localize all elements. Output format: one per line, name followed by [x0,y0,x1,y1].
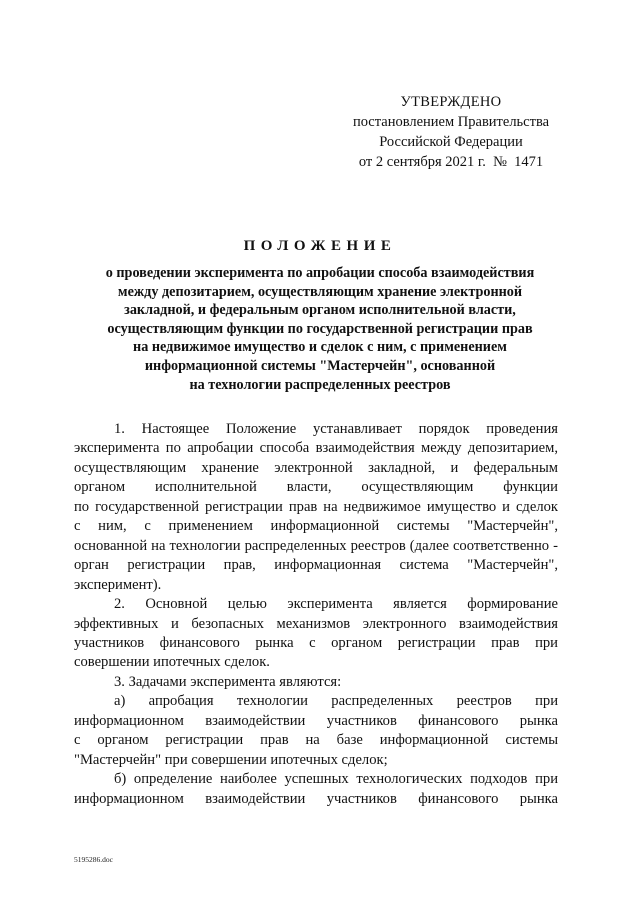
subtitle-line: информационной системы "Мастерчейн", основанной [144,357,496,374]
subtitle-line: между депозитарием, осуществляющим хранение электронной [117,283,523,300]
body-line: по государственной регистрации прав на недвижимое имущество и сделок [74,498,558,515]
approval-line-country: Российской Федерации [379,134,523,150]
body-line: органом исполнительной власти, осуществляющим функции [74,479,558,496]
approval-line-date-number: от 2 сентября 2021 г. № 1471 [358,154,544,170]
body-line: совершении ипотечных сделок. [74,654,270,671]
body-line: эффективных и безопасных механизмов электронного взаимодействия [74,615,558,632]
approval-line-resolution: постановлением Правительства [352,114,550,130]
body-line: 1. Настоящее Положение устанавливает порядок проведения [114,421,558,437]
body-line: орган регистрации прав, информационная система "Мастерчейн", [74,557,558,574]
document-subtitle [80,264,560,394]
subtitle-line: закладной, и федеральным органом исполнительной власти, [124,302,516,319]
body-line: 2. Основной целью эксперимента является формирование [114,596,558,613]
body-line: информационном взаимодействии участников финансового рынка [74,790,558,807]
body-line: а) апробация технологии распределенных реестров при [114,693,558,710]
subtitle-line: о проведении эксперимента по апробации способа взаимодействия [105,265,535,281]
document-title: ПОЛОЖЕНИЕ [243,238,397,254]
body-line: 3. Задачами эксперимента являются: [114,673,342,690]
body-line: информационном взаимодействии участников финансового рынка [74,712,558,729]
approval-heading: УТВЕРЖДЕНО [400,94,502,110]
body-line: б) определение наиболее успешных технологических подходов при [114,771,558,788]
body-line: "Мастерчейн" при совершении ипотечных сделок; [74,751,388,768]
body-line: эксперимент). [74,576,162,593]
body-line: с органом регистрации прав на базе информационной системы [74,732,558,749]
body-line: с ним, с применением информационной системы "Мастерчейн", [74,518,558,535]
document-body [74,420,558,809]
body-line: осуществляющим хранение электронной закладной, и федеральным [74,459,558,476]
subtitle-line: на технологии распределенных реестров [189,376,451,393]
subtitle-line: на недвижимое имущество и сделок с ним, с применением [133,339,507,356]
body-line: основанной на технологии распределенных реестров (далее соответственно - [74,537,558,554]
approval-block [336,92,566,172]
document-file-id: 5195286.doc [74,855,113,864]
body-line: эксперимента по апробации способа взаимодействия между депозитарием, [74,440,558,457]
subtitle-line: осуществляющим функции по государственной регистрации прав [107,320,533,337]
body-line: участников финансового рынка с органом регистрации прав при [74,634,558,651]
